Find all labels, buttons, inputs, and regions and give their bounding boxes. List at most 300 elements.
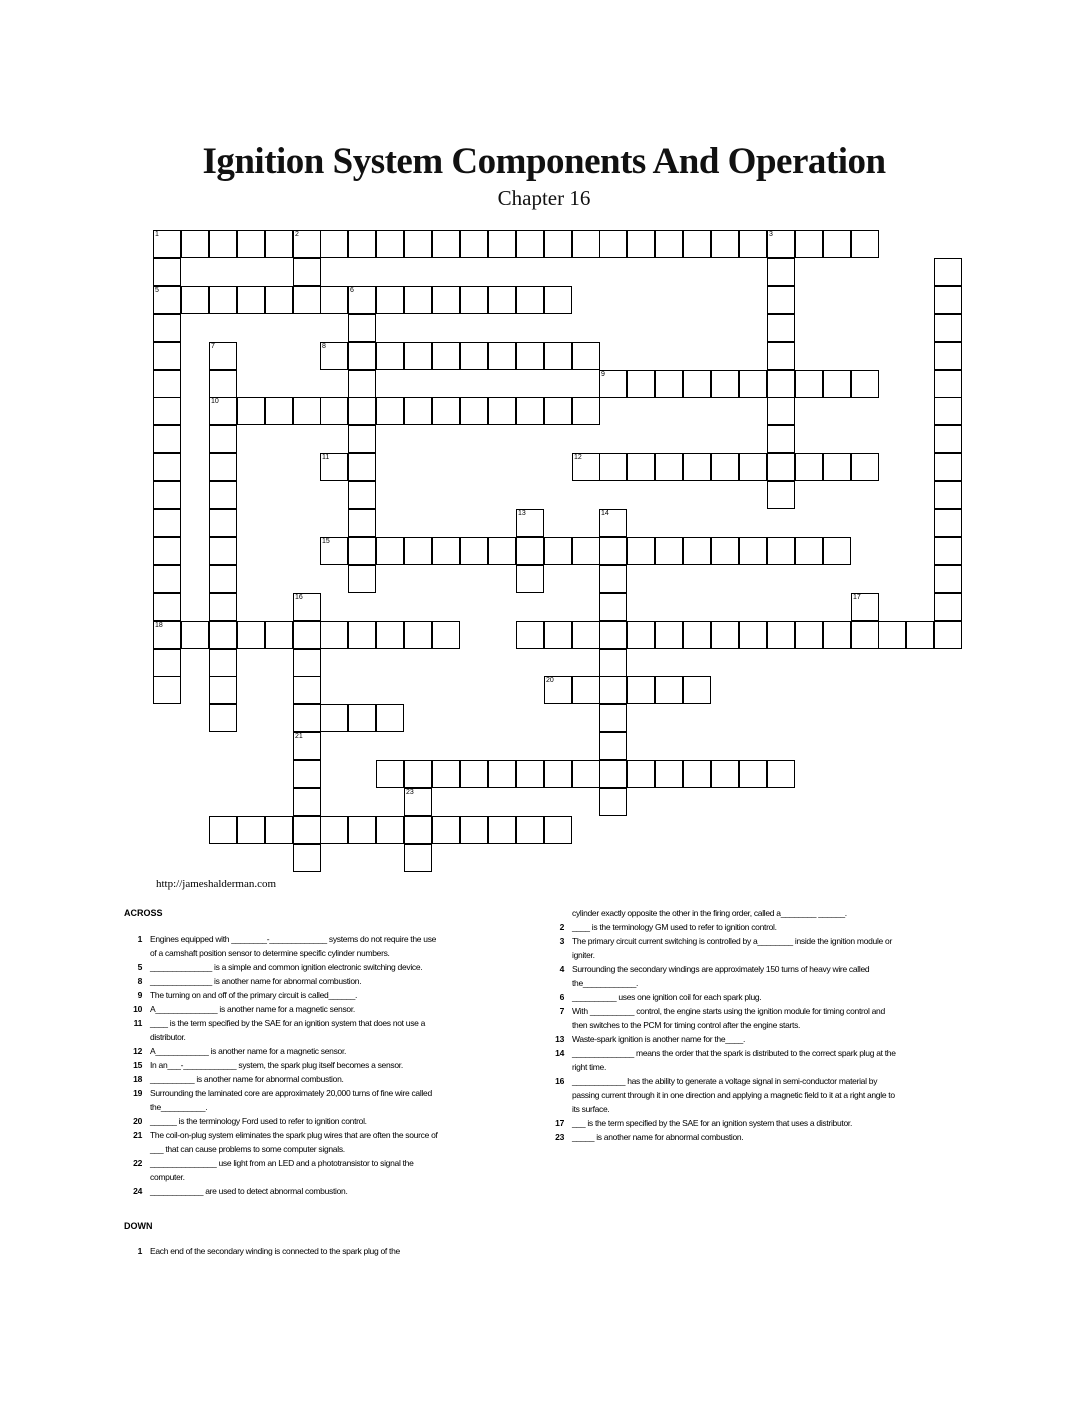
- grid-cell[interactable]: [348, 481, 376, 509]
- grid-cell[interactable]: [153, 453, 181, 481]
- grid-cell[interactable]: [795, 621, 823, 649]
- grid-cell[interactable]: [739, 230, 767, 258]
- grid-cell[interactable]: [516, 621, 544, 649]
- grid-cell[interactable]: [711, 370, 739, 398]
- clue-item-number: 4: [559, 964, 564, 974]
- grid-cell[interactable]: [795, 537, 823, 565]
- clue-item-number: 3: [559, 936, 564, 946]
- grid-cell[interactable]: [460, 537, 488, 565]
- grid-cell[interactable]: [516, 565, 544, 593]
- grid-cell[interactable]: [934, 509, 962, 537]
- grid-cell[interactable]: [265, 397, 293, 425]
- clue-item-text: _____ is another name for abnormal combustion.: [572, 1132, 744, 1142]
- grid-cell[interactable]: [767, 286, 795, 314]
- grid-cell[interactable]: [711, 760, 739, 788]
- grid-cell[interactable]: [432, 397, 460, 425]
- grid-cell[interactable]: [404, 621, 432, 649]
- grid-cell[interactable]: [404, 397, 432, 425]
- grid-cell[interactable]: [767, 425, 795, 453]
- grid-cell[interactable]: [572, 537, 600, 565]
- grid-cell[interactable]: [209, 649, 237, 677]
- grid-cell[interactable]: [376, 704, 404, 732]
- grid-cell[interactable]: [627, 453, 655, 481]
- grid-cell[interactable]: [627, 760, 655, 788]
- grid-cell[interactable]: [153, 230, 181, 258]
- grid-cell[interactable]: [544, 230, 572, 258]
- grid-cell[interactable]: [599, 565, 627, 593]
- grid-cell[interactable]: [683, 370, 711, 398]
- grid-cell[interactable]: [153, 425, 181, 453]
- clue-item-text: ______________ means the order that the spark is distributed to the correct spark plug at the right time.: [572, 1048, 896, 1072]
- clue-item: [124, 1002, 444, 1016]
- grid-cell[interactable]: [153, 509, 181, 537]
- clue-item-number: 1: [137, 934, 142, 944]
- grid-cell[interactable]: [795, 230, 823, 258]
- grid-cell[interactable]: [153, 649, 181, 677]
- grid-cell[interactable]: [655, 537, 683, 565]
- grid-cell[interactable]: [544, 760, 572, 788]
- grid-cell[interactable]: [599, 230, 627, 258]
- clue-item-text: _______________ use light from an LED and a phototransistor to signal the computer.: [150, 1158, 414, 1182]
- clue-item-number: 1: [137, 1246, 142, 1256]
- grid-cell[interactable]: [599, 453, 627, 481]
- grid-cell[interactable]: [460, 342, 488, 370]
- grid-cell[interactable]: [767, 342, 795, 370]
- grid-cell[interactable]: [209, 397, 237, 425]
- grid-cell[interactable]: [767, 621, 795, 649]
- grid-cell[interactable]: [320, 704, 348, 732]
- grid-cell[interactable]: [460, 230, 488, 258]
- clue-item-text: __________ uses one ignition coil for each spark plug.: [572, 992, 762, 1002]
- grid-cell[interactable]: [153, 537, 181, 565]
- grid-cell[interactable]: [488, 537, 516, 565]
- grid-cell[interactable]: [348, 425, 376, 453]
- clue-item-number: 18: [133, 1074, 142, 1084]
- clue-item-text: A______________ is another name for a magnetic sensor.: [150, 1004, 355, 1014]
- grid-cell[interactable]: [320, 453, 348, 481]
- grid-cell[interactable]: [293, 732, 321, 760]
- grid-cell[interactable]: [655, 370, 683, 398]
- clue-item-text: The primary circuit current switching is controlled by a________ inside the ignition module or igniter.: [572, 936, 893, 960]
- grid-cell[interactable]: [293, 286, 321, 314]
- grid-cell[interactable]: [153, 342, 181, 370]
- clue-item: [546, 906, 896, 920]
- grid-cell[interactable]: [209, 230, 237, 258]
- grid-cell[interactable]: [823, 453, 851, 481]
- grid-cell[interactable]: [348, 621, 376, 649]
- grid-cell[interactable]: [599, 537, 627, 565]
- grid-cell[interactable]: [209, 370, 237, 398]
- clue-item-text: Surrounding the laminated core are approximately 20,000 turns of fine wire called the__________.: [150, 1088, 432, 1112]
- grid-cell[interactable]: [209, 593, 237, 621]
- grid-cell[interactable]: [795, 453, 823, 481]
- grid-cell[interactable]: [348, 370, 376, 398]
- grid-cell[interactable]: [348, 453, 376, 481]
- grid-cell[interactable]: [767, 314, 795, 342]
- grid-cell[interactable]: [153, 676, 181, 704]
- clue-number: 2: [295, 231, 299, 238]
- grid-cell[interactable]: [851, 453, 879, 481]
- grid-cell[interactable]: [237, 816, 265, 844]
- grid-cell[interactable]: [683, 676, 711, 704]
- clue-item-text: ______________ is a simple and common ignition electronic switching device.: [150, 962, 423, 972]
- grid-cell[interactable]: [320, 537, 348, 565]
- grid-cell[interactable]: [683, 621, 711, 649]
- grid-cell[interactable]: [934, 370, 962, 398]
- grid-cell[interactable]: [516, 760, 544, 788]
- grid-cell[interactable]: [572, 676, 600, 704]
- clue-item-text: In an___-____________ system, the spark plug itself becomes a sensor.: [150, 1060, 403, 1070]
- grid-cell[interactable]: [488, 286, 516, 314]
- grid-cell[interactable]: [599, 676, 627, 704]
- grid-cell[interactable]: [376, 342, 404, 370]
- grid-cell[interactable]: [293, 621, 321, 649]
- clue-item: [124, 960, 444, 974]
- grid-cell[interactable]: [432, 816, 460, 844]
- grid-cell[interactable]: [404, 760, 432, 788]
- clue-item: [546, 1074, 896, 1116]
- grid-cell[interactable]: [599, 649, 627, 677]
- clue-number: 17: [853, 594, 861, 601]
- grid-cell[interactable]: [432, 760, 460, 788]
- grid-cell[interactable]: [599, 732, 627, 760]
- grid-cell[interactable]: [516, 286, 544, 314]
- clue-item-number: 14: [555, 1048, 564, 1058]
- clue-item: [546, 1116, 896, 1130]
- clue-item-number: 22: [133, 1158, 142, 1168]
- grid-cell[interactable]: [683, 537, 711, 565]
- grid-cell[interactable]: [488, 342, 516, 370]
- grid-cell[interactable]: [153, 370, 181, 398]
- grid-cell[interactable]: [348, 342, 376, 370]
- grid-cell[interactable]: [739, 621, 767, 649]
- grid-cell[interactable]: [599, 704, 627, 732]
- grid-cell[interactable]: [237, 397, 265, 425]
- grid-cell[interactable]: [767, 370, 795, 398]
- grid-cell[interactable]: [878, 621, 906, 649]
- grid-cell[interactable]: [823, 537, 851, 565]
- grid-cell[interactable]: [460, 816, 488, 844]
- grid-cell[interactable]: [320, 397, 348, 425]
- grid-cell[interactable]: [851, 230, 879, 258]
- grid-cell[interactable]: [934, 397, 962, 425]
- grid-cell[interactable]: [153, 621, 181, 649]
- grid-cell[interactable]: [348, 704, 376, 732]
- clue-item: [124, 988, 444, 1002]
- grid-cell[interactable]: [934, 286, 962, 314]
- grid-cell[interactable]: [209, 453, 237, 481]
- grid-cell[interactable]: [348, 286, 376, 314]
- grid-cell[interactable]: [544, 621, 572, 649]
- clue-number: 13: [518, 510, 526, 517]
- grid-cell[interactable]: [348, 537, 376, 565]
- grid-cell[interactable]: [209, 286, 237, 314]
- grid-cell[interactable]: [153, 286, 181, 314]
- clue-item-number: 13: [555, 1034, 564, 1044]
- grid-cell[interactable]: [293, 676, 321, 704]
- grid-cell[interactable]: [711, 230, 739, 258]
- grid-cell[interactable]: [795, 370, 823, 398]
- grid-cell[interactable]: [320, 816, 348, 844]
- grid-cell[interactable]: [348, 565, 376, 593]
- grid-cell[interactable]: [572, 453, 600, 481]
- grid-cell[interactable]: [460, 286, 488, 314]
- grid-cell[interactable]: [320, 621, 348, 649]
- grid-cell[interactable]: [934, 593, 962, 621]
- grid-cell[interactable]: [767, 760, 795, 788]
- grid-cell[interactable]: [934, 453, 962, 481]
- grid-cell[interactable]: [153, 258, 181, 286]
- grid-cell[interactable]: [599, 788, 627, 816]
- clue-item-number: 12: [133, 1046, 142, 1056]
- grid-cell[interactable]: [572, 230, 600, 258]
- clue-number: 15: [322, 538, 330, 545]
- grid-cell[interactable]: [572, 342, 600, 370]
- grid-cell[interactable]: [934, 565, 962, 593]
- clue-number: 21: [295, 733, 303, 740]
- clue-item-number: 7: [559, 1006, 564, 1016]
- grid-cell[interactable]: [934, 258, 962, 286]
- grid-cell[interactable]: [934, 537, 962, 565]
- clue-item-number: 20: [133, 1116, 142, 1126]
- grid-cell[interactable]: [209, 425, 237, 453]
- grid-cell[interactable]: [348, 230, 376, 258]
- grid-cell[interactable]: [767, 481, 795, 509]
- grid-cell[interactable]: [655, 760, 683, 788]
- grid-cell[interactable]: [767, 258, 795, 286]
- grid-cell[interactable]: [572, 397, 600, 425]
- grid-cell[interactable]: [906, 621, 934, 649]
- grid-cell[interactable]: [209, 704, 237, 732]
- grid-cell[interactable]: [376, 537, 404, 565]
- grid-cell[interactable]: [683, 453, 711, 481]
- grid-cell[interactable]: [404, 230, 432, 258]
- grid-cell[interactable]: [572, 760, 600, 788]
- grid-cell[interactable]: [320, 342, 348, 370]
- grid-cell[interactable]: [293, 649, 321, 677]
- grid-cell[interactable]: [348, 397, 376, 425]
- clue-item-text: __________ is another name for abnormal combustion.: [150, 1074, 344, 1084]
- grid-cell[interactable]: [488, 230, 516, 258]
- grid-cell[interactable]: [516, 537, 544, 565]
- grid-cell[interactable]: [934, 342, 962, 370]
- grid-cell[interactable]: [544, 537, 572, 565]
- grid-cell[interactable]: [181, 621, 209, 649]
- grid-cell[interactable]: [711, 621, 739, 649]
- grid-cell[interactable]: [432, 342, 460, 370]
- grid-cell[interactable]: [209, 565, 237, 593]
- grid-cell[interactable]: [293, 593, 321, 621]
- clue-item: [546, 920, 896, 934]
- grid-cell[interactable]: [181, 286, 209, 314]
- grid-cell[interactable]: [237, 621, 265, 649]
- clue-item: [124, 1016, 444, 1044]
- clue-item: [546, 1046, 896, 1074]
- grid-cell[interactable]: [265, 621, 293, 649]
- grid-cell[interactable]: [209, 481, 237, 509]
- grid-cell[interactable]: [209, 342, 237, 370]
- grid-cell[interactable]: [181, 230, 209, 258]
- source-url[interactable]: http://jameshalderman.com: [156, 878, 277, 890]
- grid-cell[interactable]: [767, 397, 795, 425]
- grid-cell[interactable]: [376, 760, 404, 788]
- grid-cell[interactable]: [293, 844, 321, 872]
- grid-cell[interactable]: [767, 230, 795, 258]
- grid-cell[interactable]: [237, 230, 265, 258]
- grid-cell[interactable]: [627, 370, 655, 398]
- clue-item-number: 19: [133, 1088, 142, 1098]
- grid-cell[interactable]: [544, 397, 572, 425]
- grid-cell[interactable]: [209, 509, 237, 537]
- grid-cell[interactable]: [627, 230, 655, 258]
- clue-number: 14: [601, 510, 609, 517]
- grid-cell[interactable]: [209, 676, 237, 704]
- clue-number: 7: [211, 343, 215, 350]
- clue-number: 23: [406, 789, 414, 796]
- grid-cell[interactable]: [711, 537, 739, 565]
- grid-cell[interactable]: [432, 537, 460, 565]
- grid-cell[interactable]: [265, 816, 293, 844]
- grid-cell[interactable]: [544, 342, 572, 370]
- grid-cell[interactable]: [460, 760, 488, 788]
- grid-cell[interactable]: [851, 621, 879, 649]
- grid-cell[interactable]: [627, 537, 655, 565]
- grid-cell[interactable]: [432, 230, 460, 258]
- grid-cell[interactable]: [153, 397, 181, 425]
- grid-cell[interactable]: [404, 537, 432, 565]
- grid-cell[interactable]: [655, 676, 683, 704]
- grid-cell[interactable]: [209, 621, 237, 649]
- grid-cell[interactable]: [153, 565, 181, 593]
- grid-cell[interactable]: [683, 230, 711, 258]
- clue-item-text: ____________ are used to detect abnormal combustion.: [150, 1186, 348, 1196]
- grid-cell[interactable]: [376, 230, 404, 258]
- clue-item: [124, 1086, 444, 1114]
- clue-number: 10: [211, 398, 219, 405]
- grid-cell[interactable]: [627, 621, 655, 649]
- grid-cell[interactable]: [767, 453, 795, 481]
- grid-cell[interactable]: [209, 537, 237, 565]
- grid-cell[interactable]: [320, 286, 348, 314]
- grid-cell[interactable]: [711, 453, 739, 481]
- grid-cell[interactable]: [739, 370, 767, 398]
- grid-cell[interactable]: [237, 286, 265, 314]
- grid-cell[interactable]: [488, 816, 516, 844]
- page-subtitle: Chapter 16: [497, 186, 591, 210]
- grid-cell[interactable]: [934, 314, 962, 342]
- clue-item-text: A____________ is another name for a magnetic sensor.: [150, 1046, 347, 1056]
- clue-item: [124, 1044, 444, 1058]
- grid-cell[interactable]: [544, 286, 572, 314]
- grid-cell[interactable]: [627, 676, 655, 704]
- grid-cell[interactable]: [516, 816, 544, 844]
- grid-cell[interactable]: [488, 760, 516, 788]
- grid-cell[interactable]: [460, 397, 488, 425]
- grid-cell[interactable]: [516, 230, 544, 258]
- grid-cell[interactable]: [516, 397, 544, 425]
- grid-cell[interactable]: [348, 509, 376, 537]
- grid-cell[interactable]: [348, 314, 376, 342]
- clue-item-text: The coil-on-plug system eliminates the spark plug wires that are often the source of ___ that can cause problems to some computer signals.: [150, 1130, 438, 1154]
- clue-number: 9: [601, 371, 605, 378]
- grid-cell[interactable]: [599, 621, 627, 649]
- grid-cell[interactable]: [265, 286, 293, 314]
- grid-cell[interactable]: [599, 760, 627, 788]
- grid-cell[interactable]: [320, 230, 348, 258]
- grid-cell[interactable]: [599, 593, 627, 621]
- grid-cell[interactable]: [655, 230, 683, 258]
- grid-cell[interactable]: [265, 230, 293, 258]
- grid-cell[interactable]: [432, 621, 460, 649]
- grid-cell[interactable]: [293, 230, 321, 258]
- grid-cell[interactable]: [293, 788, 321, 816]
- grid-cell[interactable]: [544, 676, 572, 704]
- grid-cell[interactable]: [432, 286, 460, 314]
- clue-number: 12: [574, 454, 582, 461]
- clue-item-text: With __________ control, the engine starts using the ignition module for timing control and then switches to the PCM for timing control after the engine starts.: [572, 1006, 885, 1030]
- grid-cell[interactable]: [404, 788, 432, 816]
- grid-cell[interactable]: [823, 370, 851, 398]
- grid-cell[interactable]: [404, 844, 432, 872]
- grid-cell[interactable]: [739, 537, 767, 565]
- grid-cell[interactable]: [934, 621, 962, 649]
- grid-cell[interactable]: [293, 816, 321, 844]
- grid-cell[interactable]: [348, 816, 376, 844]
- grid-cell[interactable]: [851, 593, 879, 621]
- clue-number: 18: [155, 622, 163, 629]
- grid-cell[interactable]: [376, 397, 404, 425]
- grid-cell[interactable]: [739, 760, 767, 788]
- grid-cell[interactable]: [293, 704, 321, 732]
- grid-cell[interactable]: [153, 481, 181, 509]
- grid-cell[interactable]: [655, 453, 683, 481]
- grid-cell[interactable]: [293, 258, 321, 286]
- grid-cell[interactable]: [488, 397, 516, 425]
- grid-cell[interactable]: [599, 370, 627, 398]
- clue-number: 5: [155, 287, 159, 294]
- clue-item: [124, 1072, 444, 1086]
- grid-cell[interactable]: [404, 816, 432, 844]
- grid-cell[interactable]: [293, 397, 321, 425]
- grid-cell[interactable]: [516, 342, 544, 370]
- grid-cell[interactable]: [376, 621, 404, 649]
- grid-cell[interactable]: [599, 509, 627, 537]
- grid-cell[interactable]: [209, 816, 237, 844]
- grid-cell[interactable]: [739, 453, 767, 481]
- grid-cell[interactable]: [544, 816, 572, 844]
- grid-cell[interactable]: [934, 425, 962, 453]
- grid-cell[interactable]: [655, 621, 683, 649]
- grid-cell[interactable]: [376, 816, 404, 844]
- clue-number: 1: [155, 231, 159, 238]
- grid-cell[interactable]: [404, 286, 432, 314]
- clue-item: [546, 1004, 896, 1032]
- grid-cell[interactable]: [153, 314, 181, 342]
- grid-cell[interactable]: [376, 286, 404, 314]
- grid-cell[interactable]: [823, 621, 851, 649]
- grid-cell[interactable]: [293, 760, 321, 788]
- grid-cell[interactable]: [767, 537, 795, 565]
- grid-cell[interactable]: [934, 481, 962, 509]
- grid-cell[interactable]: [153, 593, 181, 621]
- grid-cell[interactable]: [404, 342, 432, 370]
- clue-number: 20: [546, 677, 554, 684]
- grid-cell[interactable]: [516, 509, 544, 537]
- grid-cell[interactable]: [683, 760, 711, 788]
- grid-cell[interactable]: [851, 370, 879, 398]
- grid-cell[interactable]: [823, 230, 851, 258]
- grid-cell[interactable]: [572, 621, 600, 649]
